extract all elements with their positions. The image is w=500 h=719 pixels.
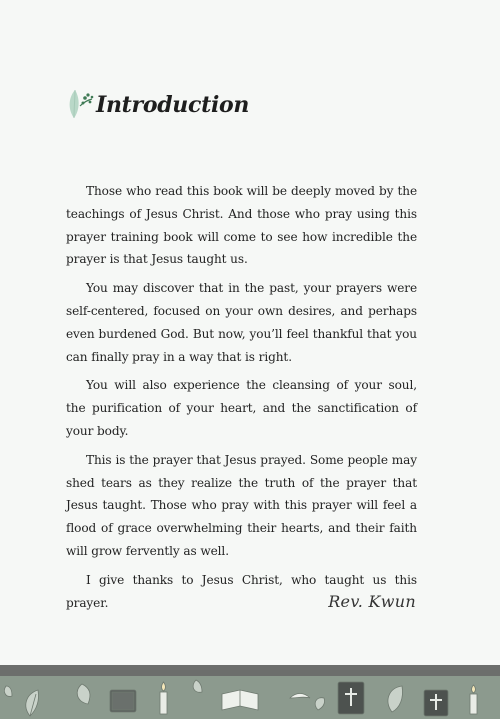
paragraph-2: You may discover that in the past, your prayers were self-centered, focused on your own desires, and perhaps even burdened God. But now, you’ll feel thankful that you can finally pray in a way that is right. bbox=[66, 281, 417, 364]
leaf-icon bbox=[388, 686, 403, 712]
paragraph-5: I give thanks to Jesus Christ, who taught us this prayer. bbox=[66, 572, 417, 610]
leaf-icon bbox=[315, 698, 324, 710]
section-heading bbox=[66, 84, 249, 124]
body-text bbox=[66, 180, 417, 620]
author-signature: Rev. Kwun bbox=[328, 592, 416, 611]
leaf-sprig-icon bbox=[66, 84, 100, 124]
bible-cross-icon bbox=[424, 690, 448, 716]
candle-icon bbox=[470, 685, 477, 714]
paragraph-3: You will also experience the cleansing of your soul, the purification of your heart, and the sanctification of your body. bbox=[66, 378, 417, 438]
open-book-icon bbox=[222, 690, 258, 710]
paragraph-1: Those who read this book will be deeply moved by the teachings of Jesus Christ. And those who pray using this prayer training book will come to see how incredible the prayer is that Jesus taught us. bbox=[66, 184, 417, 267]
bird-icon bbox=[290, 694, 310, 699]
footer-divider bbox=[0, 665, 500, 676]
page-title: Introduction bbox=[96, 92, 250, 118]
candle-icon bbox=[160, 682, 167, 714]
book-icon bbox=[110, 690, 136, 712]
leaf-icon bbox=[193, 680, 202, 692]
paragraph-4: This is the prayer that Jesus prayed. Some people may shed tears as they realize the truth of the prayer that Jesus taught. Those who pray with this prayer will feel a flood of grace overwhelming their hearts, and their faith will grow fervently as well. bbox=[66, 452, 417, 558]
leaf-icon bbox=[77, 684, 90, 704]
bible-cross-icon bbox=[338, 682, 364, 714]
leaf-icon bbox=[26, 690, 39, 716]
leaf-icon bbox=[4, 686, 12, 696]
footer-pattern bbox=[0, 676, 500, 719]
